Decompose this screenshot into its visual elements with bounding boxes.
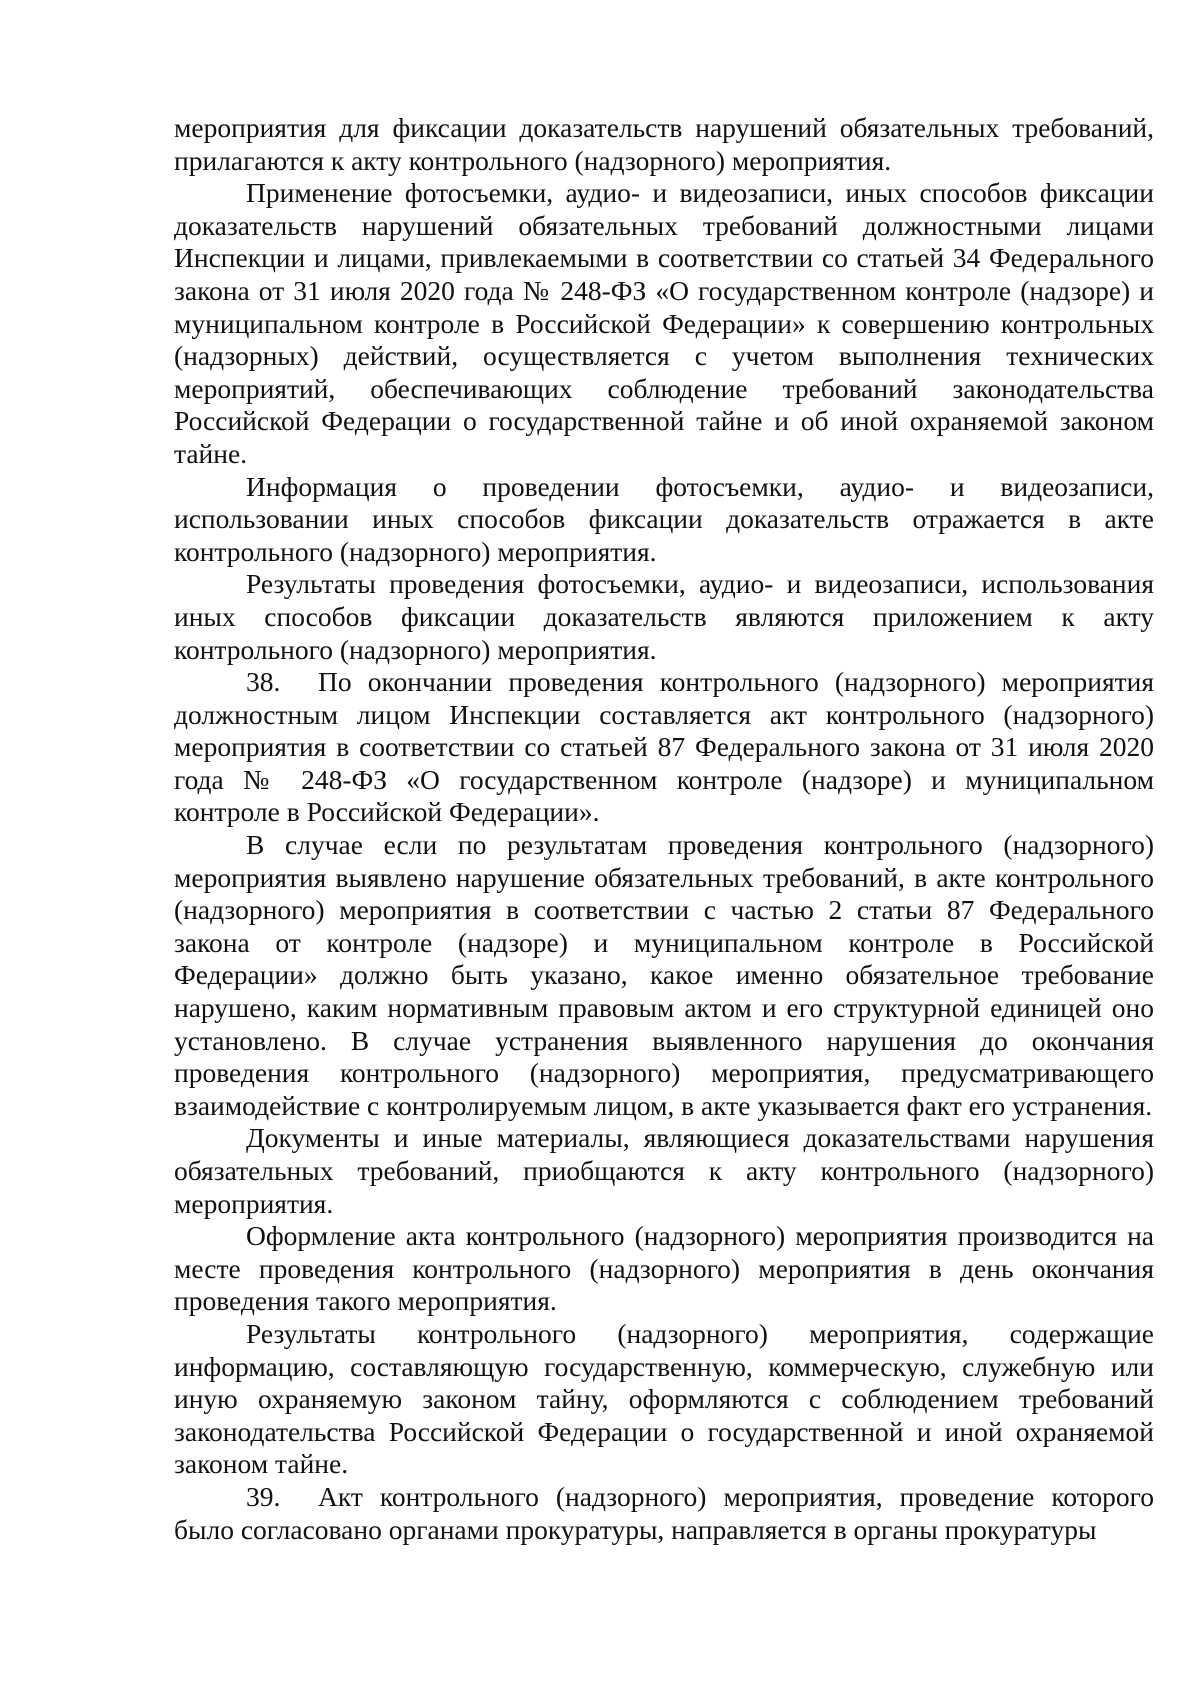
numbered-paragraph-38 [174,666,1154,829]
paragraph-text: Результаты контрольного (надзорного) мероприятия, содержащие информацию, составляющую государственную, коммерческую, служебную или иную охраняемую законом тайну, оформляются с соблюдением требований законодательства Российской Федерации о государственной и иной охраняемой законом тайне. [174,1317,1154,1480]
document-page [174,112,1154,1546]
paragraph [174,177,1154,470]
paragraph-text: Оформление акта контрольного (надзорного) мероприятия производится на месте проведения контрольного (надзорного) мероприятия в день окончания проведения такого мероприятия. [174,1220,1154,1317]
paragraph-text: Документы и иные материалы, являющиеся доказательствами нарушения обязательных требований, приобщаются к акту контрольного (надзорного) мероприятия. [174,1122,1154,1219]
paragraph-text: По окончании проведения контрольного (надзорного) мероприятия должностным лицом Инспекции составляется акт контрольного (надзорного) мероприятия в соответствии со статьей 87 Федерального закона от 31 июля 2020 года № 248-ФЗ «О государственном контроле (надзоре) и муниципальном контроле в Российской Федерации». [174,666,1154,828]
paragraph [174,568,1154,666]
paragraph [174,471,1154,569]
paragraph-text: мероприятия для фиксации доказательств нарушений обязательных требований, прилагаются к акту контрольного (надзорного) мероприятия. [174,112,1154,176]
paragraph-number: 38. [246,666,281,698]
paragraph [174,1220,1154,1318]
paragraph-text: В случае если по результатам проведения контрольного (надзорного) мероприятия выявлено нарушение обязательных требований, в акте контрольного (надзорного) мероприятия в соответствии с частью 2 статьи 87 Федерального закона от контроле (надзоре) и муниципальном контроле в Российской Федерации» должно быть указано, какое именно обязательное требование нарушено, каким нормативным правовым актом и его структурной единицей оно установлено. В случае устранения выявленного нарушения до окончания проведения контрольного (надзорного) мероприятия, предусматривающего взаимодействие с контролируемым лицом, в акте указывается факт его устранения. [174,829,1154,1121]
paragraph-text: Акт контрольного (надзорного) мероприятия, проведение которого было согласовано органами прокуратуры, направляется в органы прокуратуры [174,1480,1154,1545]
paragraph [174,1122,1154,1220]
paragraph-text: Информация о проведении фотосъемки, аудио- и видеозаписи, использовании иных способов фиксации доказательств отражается в акте контрольного (надзорного) мероприятия. [174,470,1154,567]
paragraph [174,829,1154,1122]
numbered-paragraph-39 [174,1481,1154,1546]
paragraph-number: 39. [246,1480,281,1512]
paragraph-text: Результаты проведения фотосъемки, аудио- и видеозаписи, использования иных способов фиксации доказательств являются приложением к акту контрольного (надзорного) мероприятия. [174,568,1154,665]
paragraph [174,1318,1154,1481]
paragraph-text: Применение фотосъемки, аудио- и видеозаписи, иных способов фиксации доказательств нарушений обязательных требований должностными лицами Инспекции и лицами, привлекаемыми в соответствии со статьей 34 Федерального закона от 31 июля 2020 года № 248-ФЗ «О государственном контроле (надзоре) и муниципальном контроле в Российской Федерации» к совершению контрольных (надзорных) действий, осуществляется с учетом выполнения технических мероприятий, обеспечивающих соблюдение требований законодательства Российской Федерации о государственной тайне и об иной охраняемой законом тайне. [174,177,1154,469]
paragraph [174,112,1154,177]
